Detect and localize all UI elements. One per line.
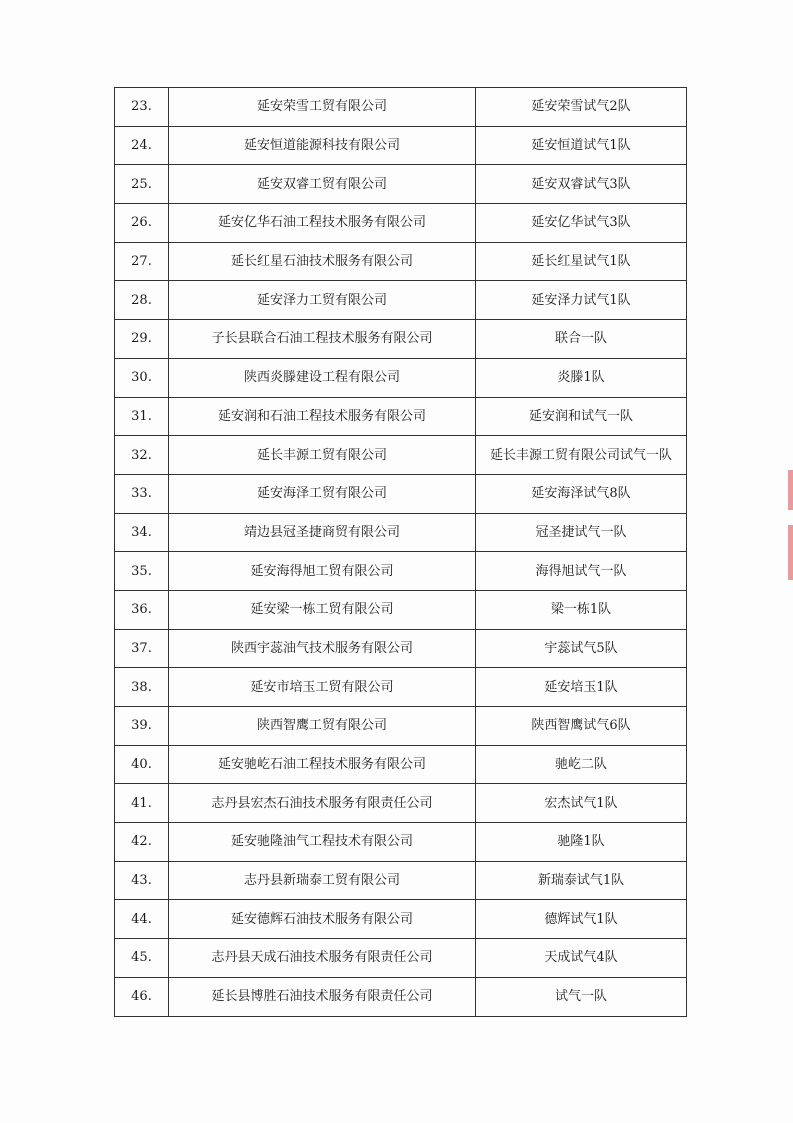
seal-edge-mark bbox=[788, 525, 793, 580]
team-name: 驰隆1队 bbox=[476, 823, 687, 862]
company-name: 延长红星石油技术服务有限公司 bbox=[169, 242, 476, 281]
row-number: 31. bbox=[115, 397, 169, 436]
table-row bbox=[115, 242, 687, 281]
row-number: 28. bbox=[115, 281, 169, 320]
row-number: 34. bbox=[115, 513, 169, 552]
row-number: 44. bbox=[115, 900, 169, 939]
company-name: 延安泽力工贸有限公司 bbox=[169, 281, 476, 320]
table-row bbox=[115, 823, 687, 862]
team-name: 海得旭试气一队 bbox=[476, 552, 687, 591]
table-row bbox=[115, 88, 687, 127]
table-row bbox=[115, 513, 687, 552]
seal-edge-mark bbox=[788, 470, 793, 510]
table-row bbox=[115, 629, 687, 668]
company-name: 延安荣雪工贸有限公司 bbox=[169, 88, 476, 127]
table-row bbox=[115, 900, 687, 939]
team-name: 梁一栋1队 bbox=[476, 590, 687, 629]
company-name: 延安市培玉工贸有限公司 bbox=[169, 668, 476, 707]
row-number: 24. bbox=[115, 126, 169, 165]
team-name: 驰屹二队 bbox=[476, 745, 687, 784]
table-row bbox=[115, 977, 687, 1016]
team-name: 试气一队 bbox=[476, 977, 687, 1016]
table-row bbox=[115, 397, 687, 436]
table-row bbox=[115, 590, 687, 629]
company-name: 延安德辉石油技术服务有限公司 bbox=[169, 900, 476, 939]
row-number: 29. bbox=[115, 320, 169, 359]
row-number: 33. bbox=[115, 474, 169, 513]
table-row bbox=[115, 552, 687, 591]
table-row bbox=[115, 939, 687, 978]
company-name: 陕西宇蕊油气技术服务有限公司 bbox=[169, 629, 476, 668]
row-number: 27. bbox=[115, 242, 169, 281]
team-name: 陕西智鹰试气6队 bbox=[476, 707, 687, 746]
row-number: 37. bbox=[115, 629, 169, 668]
team-name: 延安海泽试气8队 bbox=[476, 474, 687, 513]
row-number: 42. bbox=[115, 823, 169, 862]
team-name: 延安荣雪试气2队 bbox=[476, 88, 687, 127]
team-name: 新瑞泰试气1队 bbox=[476, 861, 687, 900]
table-row bbox=[115, 320, 687, 359]
team-name: 延安恒道试气1队 bbox=[476, 126, 687, 165]
company-name: 延安驰隆油气工程技术有限公司 bbox=[169, 823, 476, 862]
row-number: 26. bbox=[115, 204, 169, 243]
company-name: 延安海泽工贸有限公司 bbox=[169, 474, 476, 513]
company-name: 靖边县冠圣捷商贸有限公司 bbox=[169, 513, 476, 552]
team-name: 延安泽力试气1队 bbox=[476, 281, 687, 320]
row-number: 23. bbox=[115, 88, 169, 127]
company-name: 延安驰屹石油工程技术服务有限公司 bbox=[169, 745, 476, 784]
team-name: 天成试气4队 bbox=[476, 939, 687, 978]
table-row bbox=[115, 204, 687, 243]
company-name: 志丹县新瑞泰工贸有限公司 bbox=[169, 861, 476, 900]
table-row bbox=[115, 165, 687, 204]
table-row bbox=[115, 358, 687, 397]
company-name: 延安恒道能源科技有限公司 bbox=[169, 126, 476, 165]
team-name: 冠圣捷试气一队 bbox=[476, 513, 687, 552]
row-number: 32. bbox=[115, 436, 169, 475]
company-name: 陕西智鹰工贸有限公司 bbox=[169, 707, 476, 746]
team-name: 延安亿华试气3队 bbox=[476, 204, 687, 243]
company-name: 延安双睿工贸有限公司 bbox=[169, 165, 476, 204]
company-name: 陕西炎滕建设工程有限公司 bbox=[169, 358, 476, 397]
team-name: 宏杰试气1队 bbox=[476, 784, 687, 823]
row-number: 46. bbox=[115, 977, 169, 1016]
row-number: 41. bbox=[115, 784, 169, 823]
table-row bbox=[115, 281, 687, 320]
row-number: 30. bbox=[115, 358, 169, 397]
team-name: 德辉试气1队 bbox=[476, 900, 687, 939]
team-name: 延安培玉1队 bbox=[476, 668, 687, 707]
table-body bbox=[115, 88, 687, 1017]
table-row bbox=[115, 126, 687, 165]
table-row bbox=[115, 436, 687, 475]
row-number: 25. bbox=[115, 165, 169, 204]
company-name: 延安海得旭工贸有限公司 bbox=[169, 552, 476, 591]
table-row bbox=[115, 474, 687, 513]
table-row bbox=[115, 707, 687, 746]
company-name: 子长县联合石油工程技术服务有限公司 bbox=[169, 320, 476, 359]
table-row bbox=[115, 668, 687, 707]
table-row bbox=[115, 861, 687, 900]
team-name: 延长红星试气1队 bbox=[476, 242, 687, 281]
team-name: 延长丰源工贸有限公司试气一队 bbox=[476, 436, 687, 475]
company-name: 延安亿华石油工程技术服务有限公司 bbox=[169, 204, 476, 243]
table-row bbox=[115, 784, 687, 823]
row-number: 45. bbox=[115, 939, 169, 978]
company-name: 延长县博胜石油技术服务有限责任公司 bbox=[169, 977, 476, 1016]
company-name: 延安润和石油工程技术服务有限公司 bbox=[169, 397, 476, 436]
team-name: 炎滕1队 bbox=[476, 358, 687, 397]
company-team-table bbox=[114, 87, 687, 1017]
table-row bbox=[115, 745, 687, 784]
team-name: 联合一队 bbox=[476, 320, 687, 359]
row-number: 36. bbox=[115, 590, 169, 629]
team-name: 延安双睿试气3队 bbox=[476, 165, 687, 204]
company-name: 志丹县宏杰石油技术服务有限责任公司 bbox=[169, 784, 476, 823]
row-number: 38. bbox=[115, 668, 169, 707]
company-name: 延长丰源工贸有限公司 bbox=[169, 436, 476, 475]
row-number: 40. bbox=[115, 745, 169, 784]
row-number: 39. bbox=[115, 707, 169, 746]
company-name: 延安梁一栋工贸有限公司 bbox=[169, 590, 476, 629]
row-number: 35. bbox=[115, 552, 169, 591]
company-name: 志丹县天成石油技术服务有限责任公司 bbox=[169, 939, 476, 978]
team-name: 延安润和试气一队 bbox=[476, 397, 687, 436]
row-number: 43. bbox=[115, 861, 169, 900]
team-name: 宇蕊试气5队 bbox=[476, 629, 687, 668]
